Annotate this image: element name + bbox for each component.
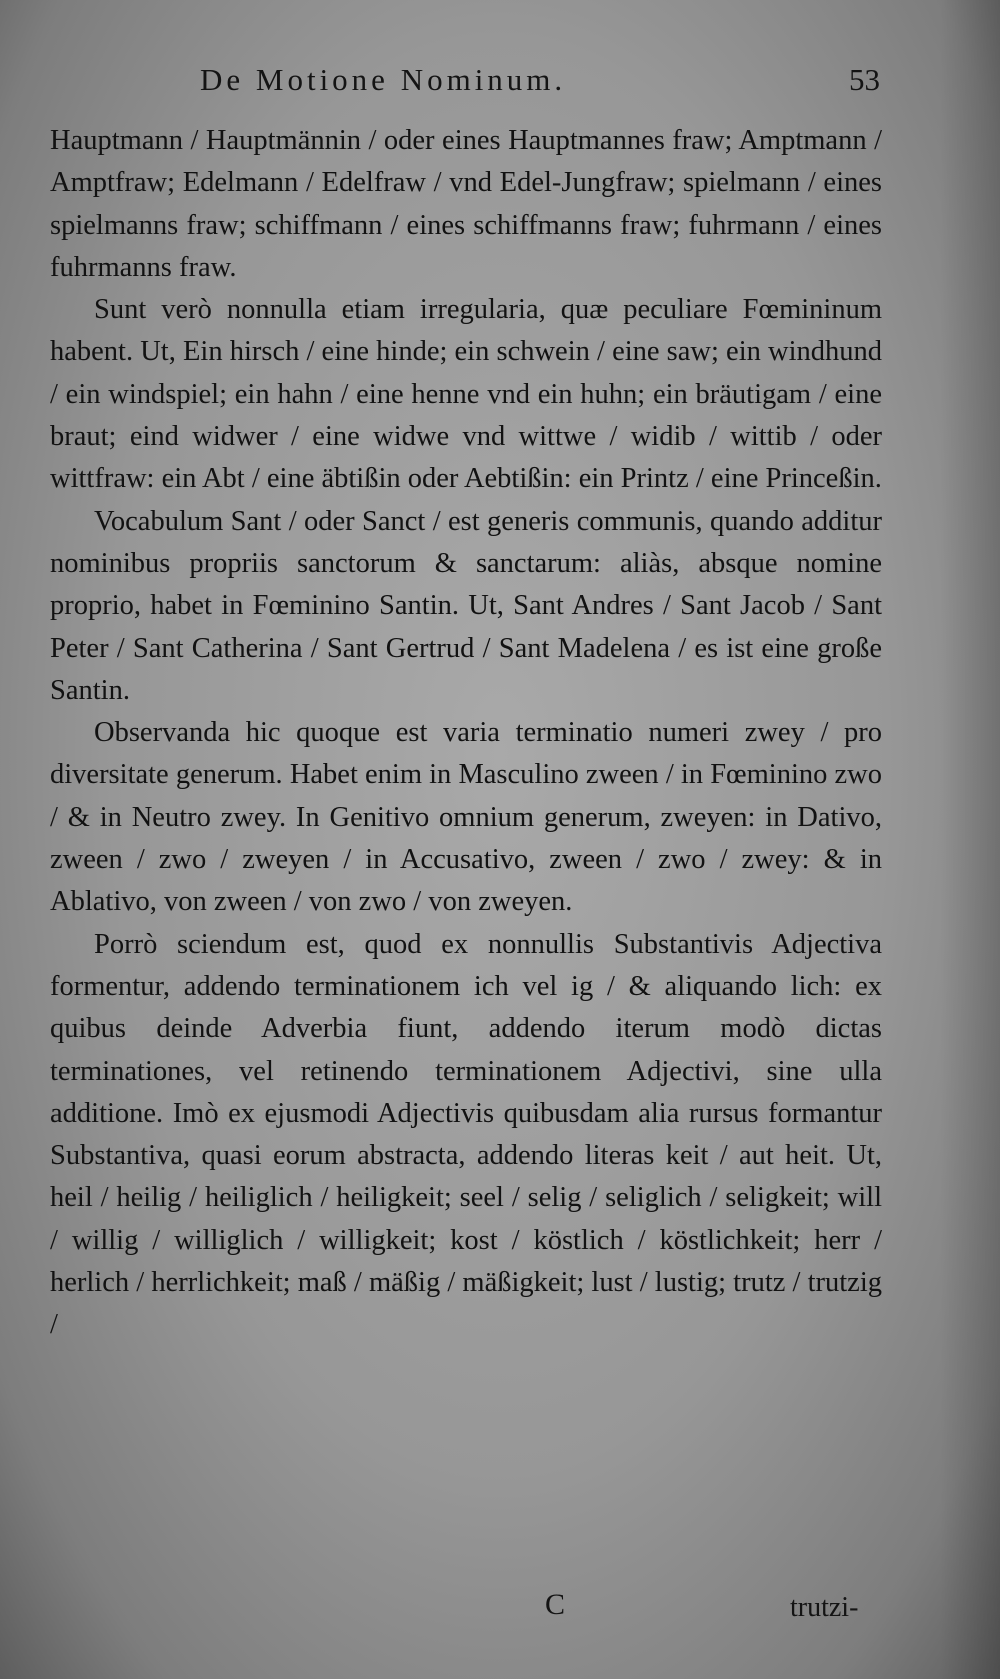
- paragraph: Observanda hic quoque est varia terminatio numeri zwey / pro diversitate generum. Habet enim in Masculino zween / in Fœminino zwo / & in Neutro zwey. In Genitivo omnium generum, zweyen: in Dativo, zween / zwo / zweyen / in Accusativo, zween / zwo / zwey: & in Ablativo, von zween / von zwo / von zweyen.: [50, 717, 882, 918]
- paragraph: Sunt verò nonnulla etiam irregularia, quæ peculiare Fœmininum habent. Ut, Ein hirsch / eine hinde; ein schwein / eine saw; ein windhund / ein windspiel; ein hahn / eine henne vnd ein huhn; ein bräutigam / eine braut; eind widwer / eine widwe vnd wittwe / widib / wittib / oder wittfraw: ein Abt / eine äbtißin oder Aebtißin: ein Printz / eine Princeßin.: [50, 294, 882, 495]
- page-shadow: [940, 0, 1000, 1679]
- paragraph: Vocabulum Sant / oder Sanct / est generis communis, quando additur nominibus propriis sanctorum & sanctarum: aliàs, absque nomine proprio, habet in Fœminino Santin. Ut, Sant Andres / Sant Jacob / Sant Peter / Sant Catherina / Sant Gertrud / Sant Madelena / es ist eine große Santin.: [50, 505, 882, 706]
- running-head: De Motione Nominum.: [200, 62, 567, 97]
- catchword: trutzi-: [790, 1592, 859, 1623]
- page-number: 53: [849, 62, 880, 97]
- page-header: [200, 62, 880, 108]
- paragraph: Hauptmann / Hauptmännin / oder eines Hauptmannes fraw; Amptmann / Amptfraw; Edelmann / Edelfraw / vnd Edel-Jungfraw; spielmann / eines spielmanns fraw; schiffmann / eines schiffmanns fraw; fuhrmann / eines fuhrmanns fraw.: [50, 125, 882, 283]
- body-text: [50, 120, 882, 1347]
- page-footer: [0, 1588, 1000, 1638]
- paragraph: Porrò sciendum est, quod ex nonnullis Substantivis Adjectiva formentur, addendo terminationem ich vel ig / & aliquando lich: ex quibus deinde Adverbia fiunt, addendo iterum modò dictas terminationes, vel retinendo terminationem Adjectivi, sine ulla additione. Imò ex ejusmodi Adjectivis quibusdam alia rursus formantur Substantiva, quasi eorum abstracta, addendo literas keit / aut heit. Ut, heil / heilig / heiliglich / heiligkeit; seel / selig / seliglich / seligkeit; will / willig / williglich / willigkeit; kost / köstlich / köstlichkeit; herr / herlich / herrlichkeit; maß / mäßig / mäßigkeit; lust / lustig; trutz / trutzig /: [50, 928, 882, 1341]
- signature-mark: C: [545, 1588, 566, 1621]
